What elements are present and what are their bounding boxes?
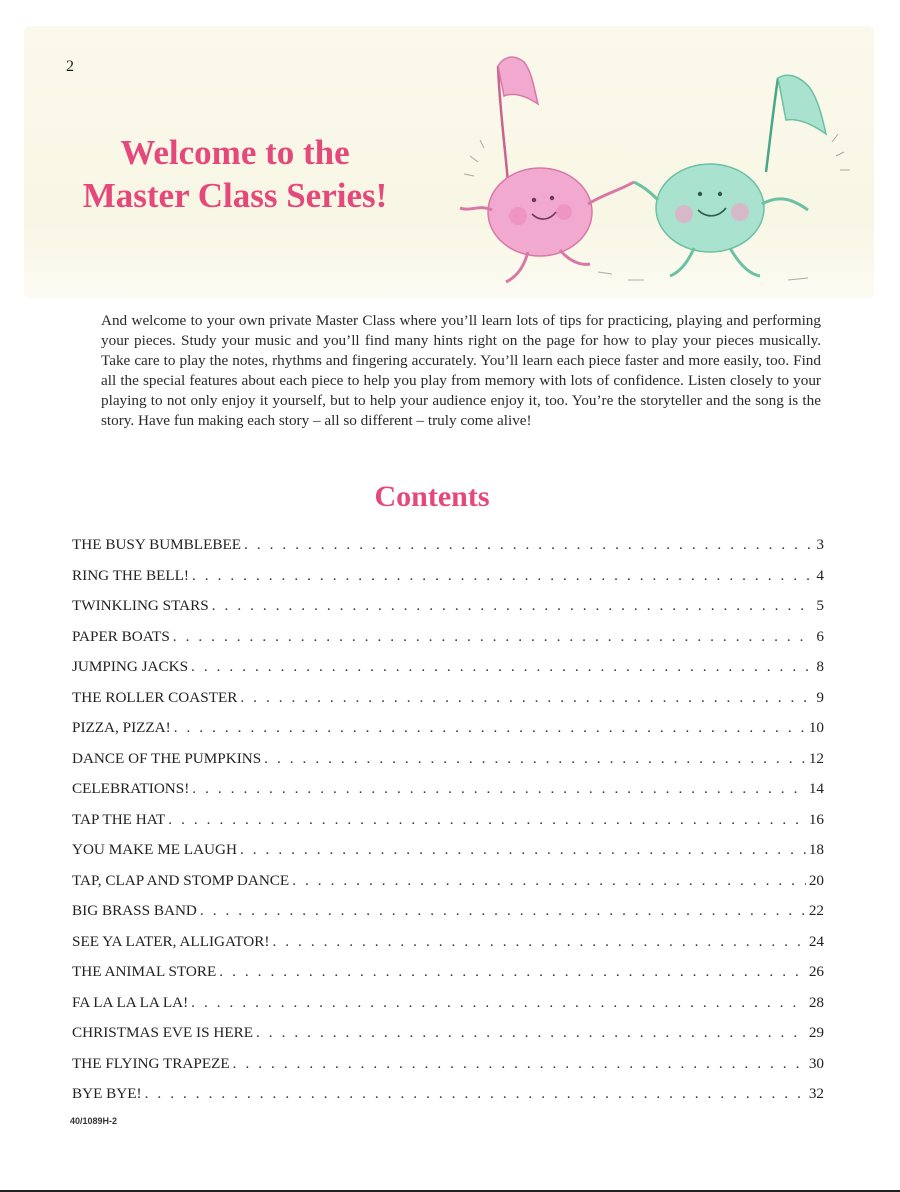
dancing-notes-illustration-icon [448, 44, 868, 302]
toc-entry-page: 24 [808, 932, 824, 950]
toc-entry-title: RING THE BELL! [72, 566, 189, 584]
toc-entry [72, 963, 824, 994]
toc-entry-title: TAP THE HAT [72, 810, 166, 828]
toc-leader-dots [173, 628, 814, 646]
toc-entry-title: PIZZA, PIZZA! [72, 719, 171, 736]
toc-entry-title: THE BUSY BUMBLEBEE [72, 536, 242, 553]
toc-leader-dots [244, 536, 813, 554]
toc-entry [72, 628, 824, 659]
toc-leader-dots [272, 933, 805, 951]
toc-entry-page: 18 [808, 841, 824, 858]
toc-entry [72, 933, 824, 964]
toc-entry [72, 597, 824, 628]
toc-leader-dots [264, 750, 806, 768]
toc-leader-dots [240, 689, 813, 707]
contents-heading: Contents [374, 480, 490, 513]
toc-entry-title: THE ROLLER COASTER [72, 688, 238, 706]
toc-entry [72, 1055, 824, 1086]
toc-entry [72, 994, 824, 1025]
catalog-code: 40/1089H-2 [70, 1116, 118, 1126]
toc-entry-title: PAPER BOATS [72, 627, 170, 645]
toc-entry-page: 4 [816, 566, 824, 584]
toc-entry [72, 780, 824, 811]
table-of-contents [72, 536, 824, 1116]
toc-entry [72, 719, 824, 750]
toc-leader-dots [191, 658, 813, 676]
toc-leader-dots [192, 780, 806, 798]
toc-entry-title: BYE BYE! [72, 1085, 142, 1102]
toc-entry-title: DANCE OF THE PUMPKINS [72, 749, 262, 767]
toc-entry-page: 8 [816, 658, 824, 675]
toc-leader-dots [191, 994, 806, 1012]
toc-leader-dots [233, 1055, 806, 1073]
toc-leader-dots [219, 963, 806, 981]
toc-leader-dots [212, 597, 814, 615]
toc-leader-dots [192, 567, 813, 585]
title-line-2: Master Class Series! [82, 176, 388, 215]
toc-entry [72, 1085, 824, 1116]
toc-leader-dots [168, 811, 806, 829]
toc-entry-page: 16 [808, 810, 824, 828]
toc-entry-title: THE ANIMAL STORE [72, 963, 217, 980]
toc-entry-page: 12 [808, 749, 824, 767]
toc-entry [72, 750, 824, 781]
toc-entry-title: YOU MAKE ME LAUGH [72, 841, 237, 858]
intro-paragraph: And welcome to your own private Master Class where you’ll learn lots of tips for practicing, playing and performing your pieces. Study your music and you’ll find many hints right on the page for how to play your pieces musically. Take care to play the notes, rhythms and fingering accurately. You’ll learn each piece faster and more easily, too. Find all the special features about each piece to help you play from memory with lots of confidence. Listen closely to your playing to not only enjoy it yourself, but to help your audience enjoy it, too. You’re the storyteller and the song is the story. Have fun making each story – all so different – truly come alive! [101, 312, 821, 429]
toc-entry-title: TWINKLING STARS [72, 597, 209, 614]
toc-entry-page: 10 [808, 719, 824, 736]
toc-leader-dots [256, 1024, 806, 1042]
toc-leader-dots [240, 841, 806, 859]
toc-entry-page: 14 [808, 780, 824, 797]
toc-entry-title: FA LA LA LA LA! [72, 993, 189, 1011]
toc-entry-page: 28 [808, 993, 824, 1011]
toc-leader-dots [145, 1085, 806, 1103]
toc-entry [72, 1024, 824, 1055]
toc-leader-dots [200, 902, 806, 920]
toc-entry-title: CELEBRATIONS! [72, 780, 190, 797]
toc-entry-page: 3 [816, 536, 824, 553]
toc-entry-title: CHRISTMAS EVE IS HERE [72, 1024, 253, 1041]
toc-entry-page: 32 [808, 1085, 824, 1102]
pink-note-character-icon [460, 57, 634, 282]
title-line-1: Welcome to the [120, 133, 350, 172]
page-number: 2 [66, 58, 74, 75]
toc-entry-page: 20 [808, 871, 824, 889]
toc-leader-dots [292, 872, 806, 890]
toc-entry [72, 689, 824, 720]
toc-entry-page: 26 [808, 963, 824, 980]
toc-entry-title: TAP, CLAP AND STOMP DANCE [72, 871, 290, 889]
toc-entry [72, 902, 824, 933]
toc-entry-page: 30 [808, 1054, 824, 1072]
toc-entry-page: 29 [808, 1024, 824, 1041]
page-title [40, 131, 430, 217]
toc-entry-page: 6 [816, 627, 824, 645]
toc-entry-title: SEE YA LATER, ALLIGATOR! [72, 932, 270, 950]
toc-leader-dots [174, 719, 806, 737]
toc-entry [72, 658, 824, 689]
toc-entry [72, 567, 824, 598]
toc-entry-page: 5 [816, 597, 824, 614]
toc-entry-page: 22 [808, 902, 824, 919]
toc-entry-page: 9 [816, 688, 824, 706]
toc-entry [72, 811, 824, 842]
toc-entry [72, 536, 824, 567]
toc-entry-title: BIG BRASS BAND [72, 902, 197, 919]
toc-entry [72, 841, 824, 872]
toc-entry [72, 872, 824, 903]
toc-entry-title: THE FLYING TRAPEZE [72, 1054, 230, 1072]
toc-entry-title: JUMPING JACKS [72, 658, 189, 675]
green-note-character-icon [634, 75, 826, 276]
